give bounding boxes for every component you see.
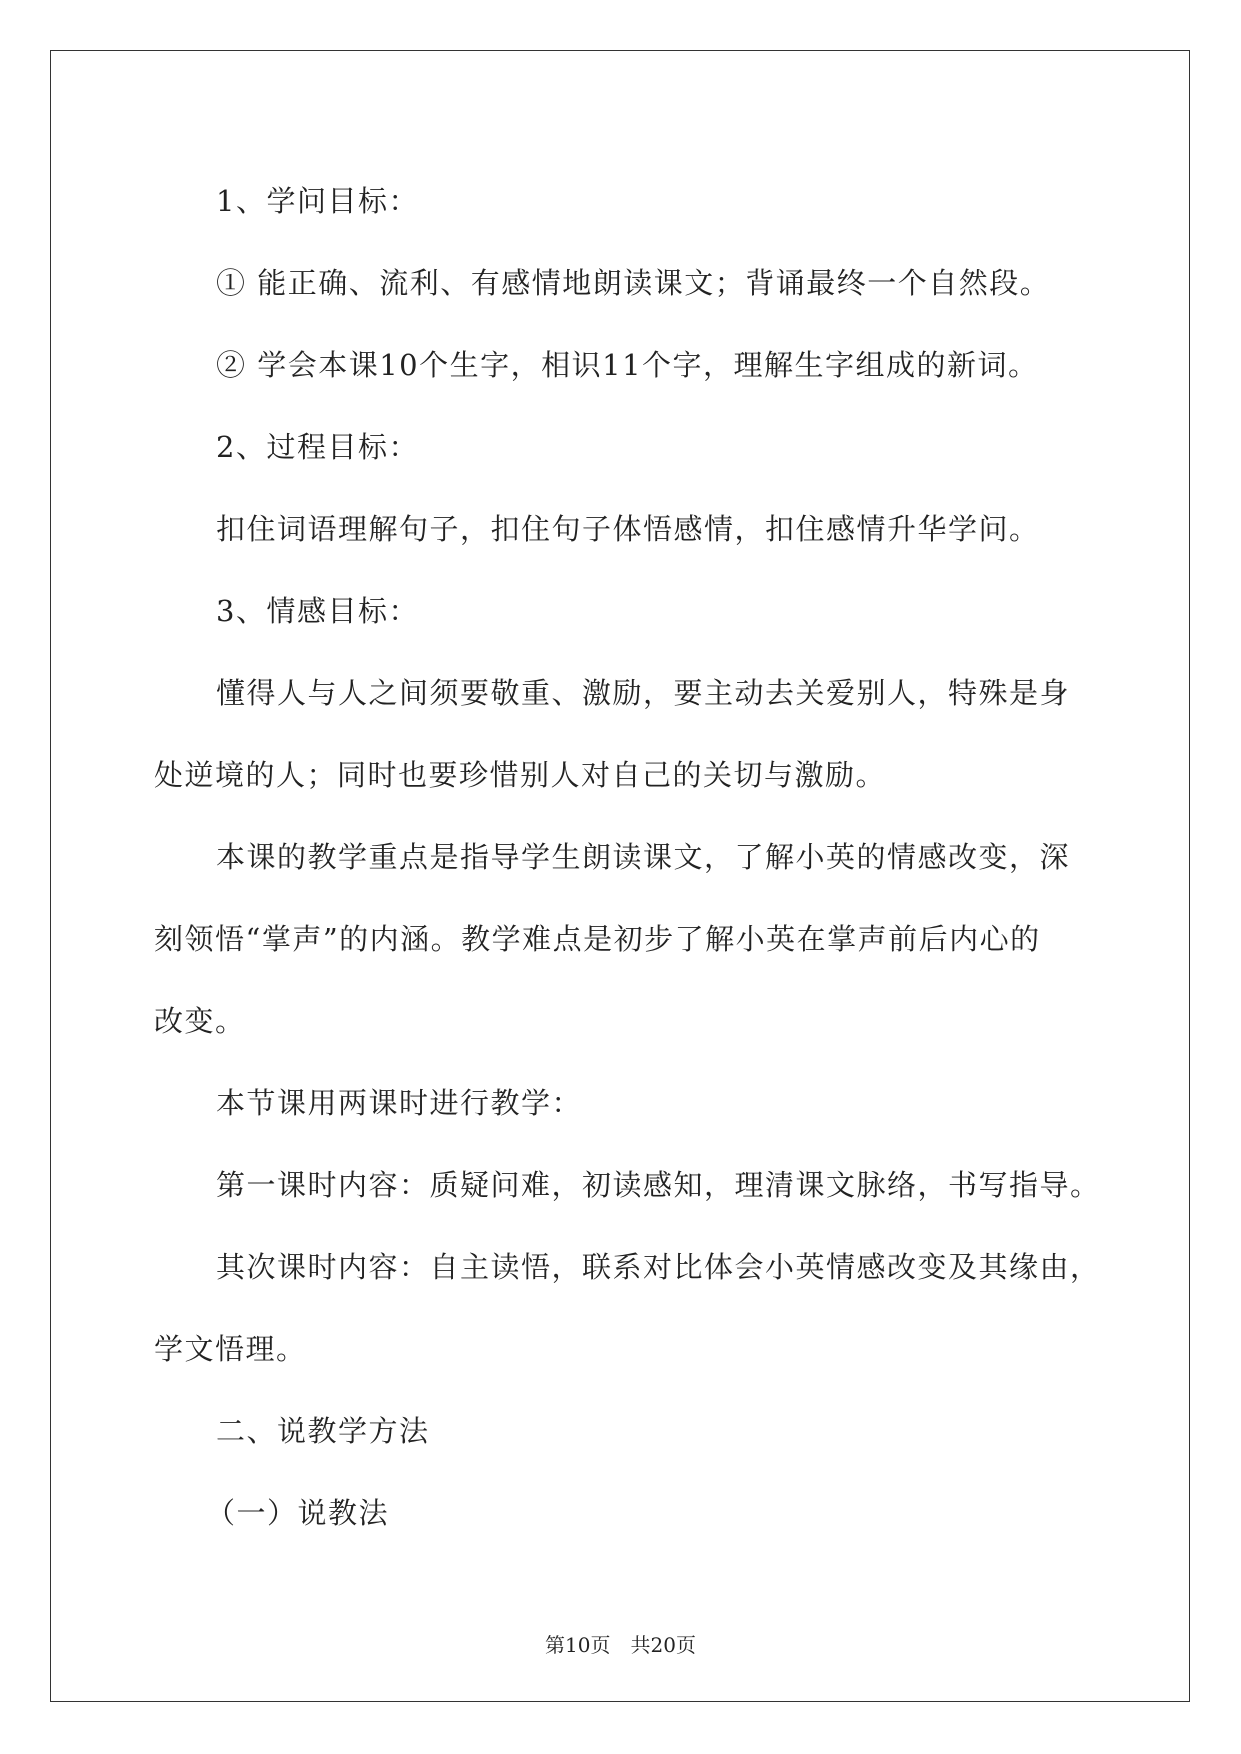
subsection-heading-teaching-approach: （一）说教法 bbox=[206, 1496, 390, 1530]
paragraph-key-points-line-3: 改变。 bbox=[154, 1004, 246, 1038]
paragraph-second-lesson-line-2: 学文悟理。 bbox=[154, 1332, 307, 1366]
paragraph-second-lesson-line-1: 其次课时内容：自主读悟，联系对比体会小英情感改变及其缘由， bbox=[216, 1250, 1101, 1284]
paragraph-first-lesson: 第一课时内容：质疑问难，初读感知，理清课文脉络，书写指导。 bbox=[216, 1168, 1101, 1202]
paragraph-lesson-plan: 本节课用两课时进行教学： bbox=[216, 1086, 583, 1120]
page-footer bbox=[0, 1629, 1241, 1658]
paragraph-key-points-line-1: 本课的教学重点是指导学生朗读课文，了解小英的情感改变，深 bbox=[216, 840, 1071, 874]
paragraph-process-goal-heading: 2、过程目标： bbox=[216, 430, 419, 464]
paragraph-knowledge-goal-1: ① 能正确、流利、有感情地朗读课文；背诵最终一个自然段。 bbox=[216, 266, 1051, 300]
paragraph-emotion-goal-line-2: 处逆境的人；同时也要珍惜别人对自己的关切与激励。 bbox=[154, 758, 887, 792]
paragraph-emotion-goal-line-1: 懂得人与人之间须要敬重、激励，要主动去关爱别人，特殊是身 bbox=[216, 676, 1071, 710]
page-number-current: 第10页 bbox=[545, 1633, 611, 1657]
section-heading-teaching-methods: 二、说教学方法 bbox=[216, 1414, 430, 1448]
paragraph-key-points-line-2: 刻领悟“掌声”的内涵。教学难点是初步了解小英在掌声前后内心的 bbox=[154, 922, 1041, 956]
page-number-total: 共20页 bbox=[630, 1633, 696, 1657]
paragraph-knowledge-goal-heading: 1、学问目标： bbox=[216, 184, 419, 218]
paragraph-process-goal: 扣住词语理解句子，扣住句子体悟感情，扣住感情升华学问。 bbox=[216, 512, 1040, 546]
paragraph-knowledge-goal-2: ② 学会本课10个生字，相识11个字，理解生字组成的新词。 bbox=[216, 348, 1039, 382]
paragraph-emotion-goal-heading: 3、情感目标： bbox=[216, 594, 419, 628]
document-body bbox=[154, 160, 1101, 1554]
